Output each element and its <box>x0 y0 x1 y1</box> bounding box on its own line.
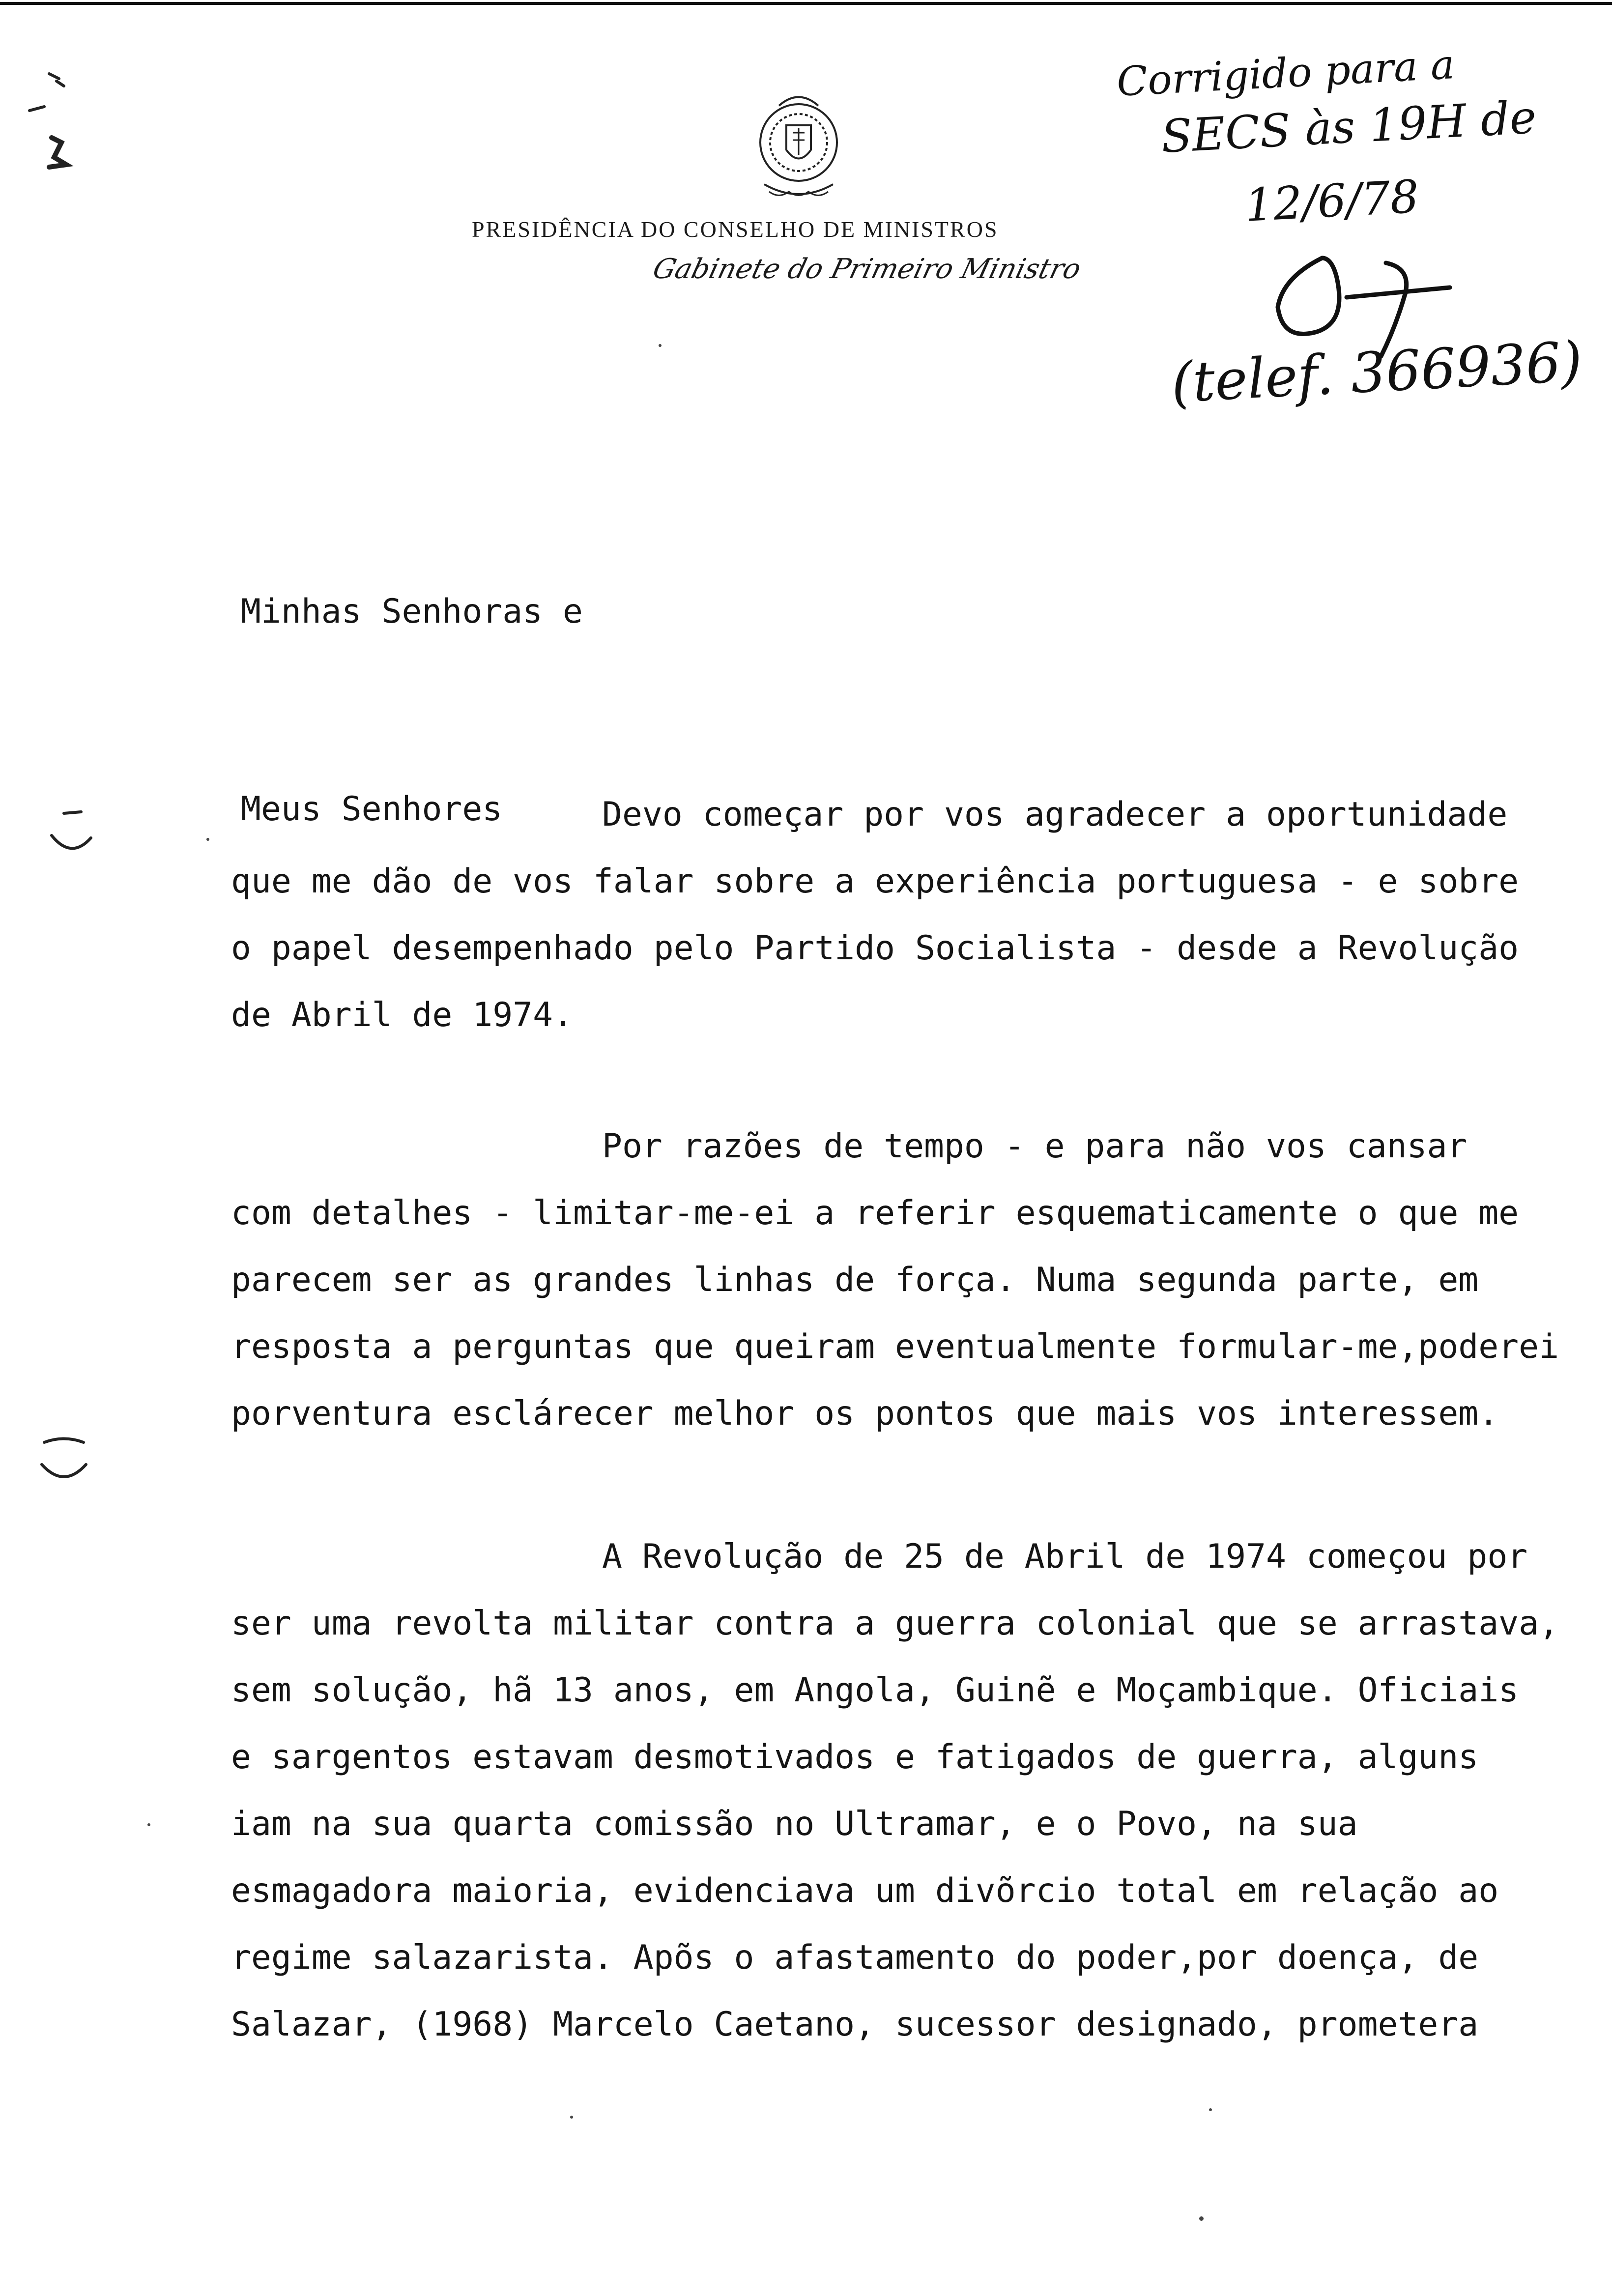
paragraph-line: Salazar, (1968) Marcelo Caetano, sucessor designado, prometera <box>231 2005 1479 2044</box>
scan-speck <box>570 2116 573 2119</box>
scan-speck <box>147 1823 150 1826</box>
salutation-line: Meus Senhores <box>241 790 503 829</box>
paragraph-line: e sargentos estavam desmotivados e fatigados de guerra, alguns <box>231 1738 1479 1777</box>
salutation-line: Minhas Senhoras e <box>241 592 583 631</box>
handwritten-phone: (telef. 366936) <box>1170 330 1584 415</box>
paragraph-line: resposta a perguntas que queiram eventualmente formular-me,poderei <box>231 1327 1559 1366</box>
paragraph-line: o papel desempenhado pelo Partido Socialista - desde a Revolução <box>231 929 1519 968</box>
paragraph-line: Devo começar por vos agradecer a oportunidade <box>602 795 1508 834</box>
scan-speck <box>659 344 662 347</box>
paragraph-line: ser uma revolta militar contra a guerra colonial que se arrastava, <box>231 1604 1559 1643</box>
paragraph-line: parecem ser as grandes linhas de força. Numa segunda parte, em <box>231 1261 1479 1299</box>
paragraph-line: Por razões de tempo - e para não vos cansar <box>602 1127 1468 1166</box>
paragraph-scope <box>231 1113 1587 1447</box>
coat-of-arms-icon <box>740 86 858 209</box>
letterhead-title: PRESIDÊNCIA DO CONSELHO DE MINISTROS <box>472 217 999 242</box>
letterhead-subtitle: Gabinete do Primeiro Ministro <box>649 253 1084 285</box>
paragraph-line: sem solução, hã 13 anos, em Angola, Guinẽ e Moçambique. Oficiais <box>231 1671 1519 1710</box>
scan-speck <box>206 838 209 841</box>
paragraph-line: que me dão de vos falar sobre a experiência portuguesa - e sobre <box>231 862 1519 901</box>
paragraph-line: A Revolução de 25 de Abril de 1974 começou por <box>602 1537 1528 1576</box>
paragraph-intro <box>231 781 1587 1049</box>
margin-scribble <box>20 64 79 192</box>
paragraph-line: de Abril de 1974. <box>231 996 573 1034</box>
paragraph-line: regime salazarista. Apõs o afastamento do poder,por doença, de <box>231 1938 1479 1977</box>
paragraph-revolution <box>231 1523 1587 2058</box>
margin-bracket-mark <box>34 1430 93 1499</box>
handwritten-note-line-1: Corrigido para a <box>1116 41 1456 106</box>
top-border-line <box>0 2 1612 5</box>
scan-speck <box>1209 2108 1212 2111</box>
handwritten-note-line-2: SECS às 19H de <box>1160 91 1538 163</box>
paragraph-line: iam na sua quarta comissão no Ultramar, e o Povo, na sua <box>231 1805 1358 1843</box>
scan-speck <box>1199 2216 1204 2221</box>
paragraph-line: esmagadora maioria, evidenciava um divõrcio total em relação ao <box>231 1871 1499 1910</box>
margin-bracket-mark <box>44 806 98 875</box>
handwritten-note-date: 12/6/78 <box>1243 170 1420 232</box>
paragraph-line: com detalhes - limitar-me-ei a referir esquematicamente o que me <box>231 1194 1519 1233</box>
paragraph-line: porventura esclárecer melhor os pontos que mais vos interessem. <box>231 1394 1499 1433</box>
